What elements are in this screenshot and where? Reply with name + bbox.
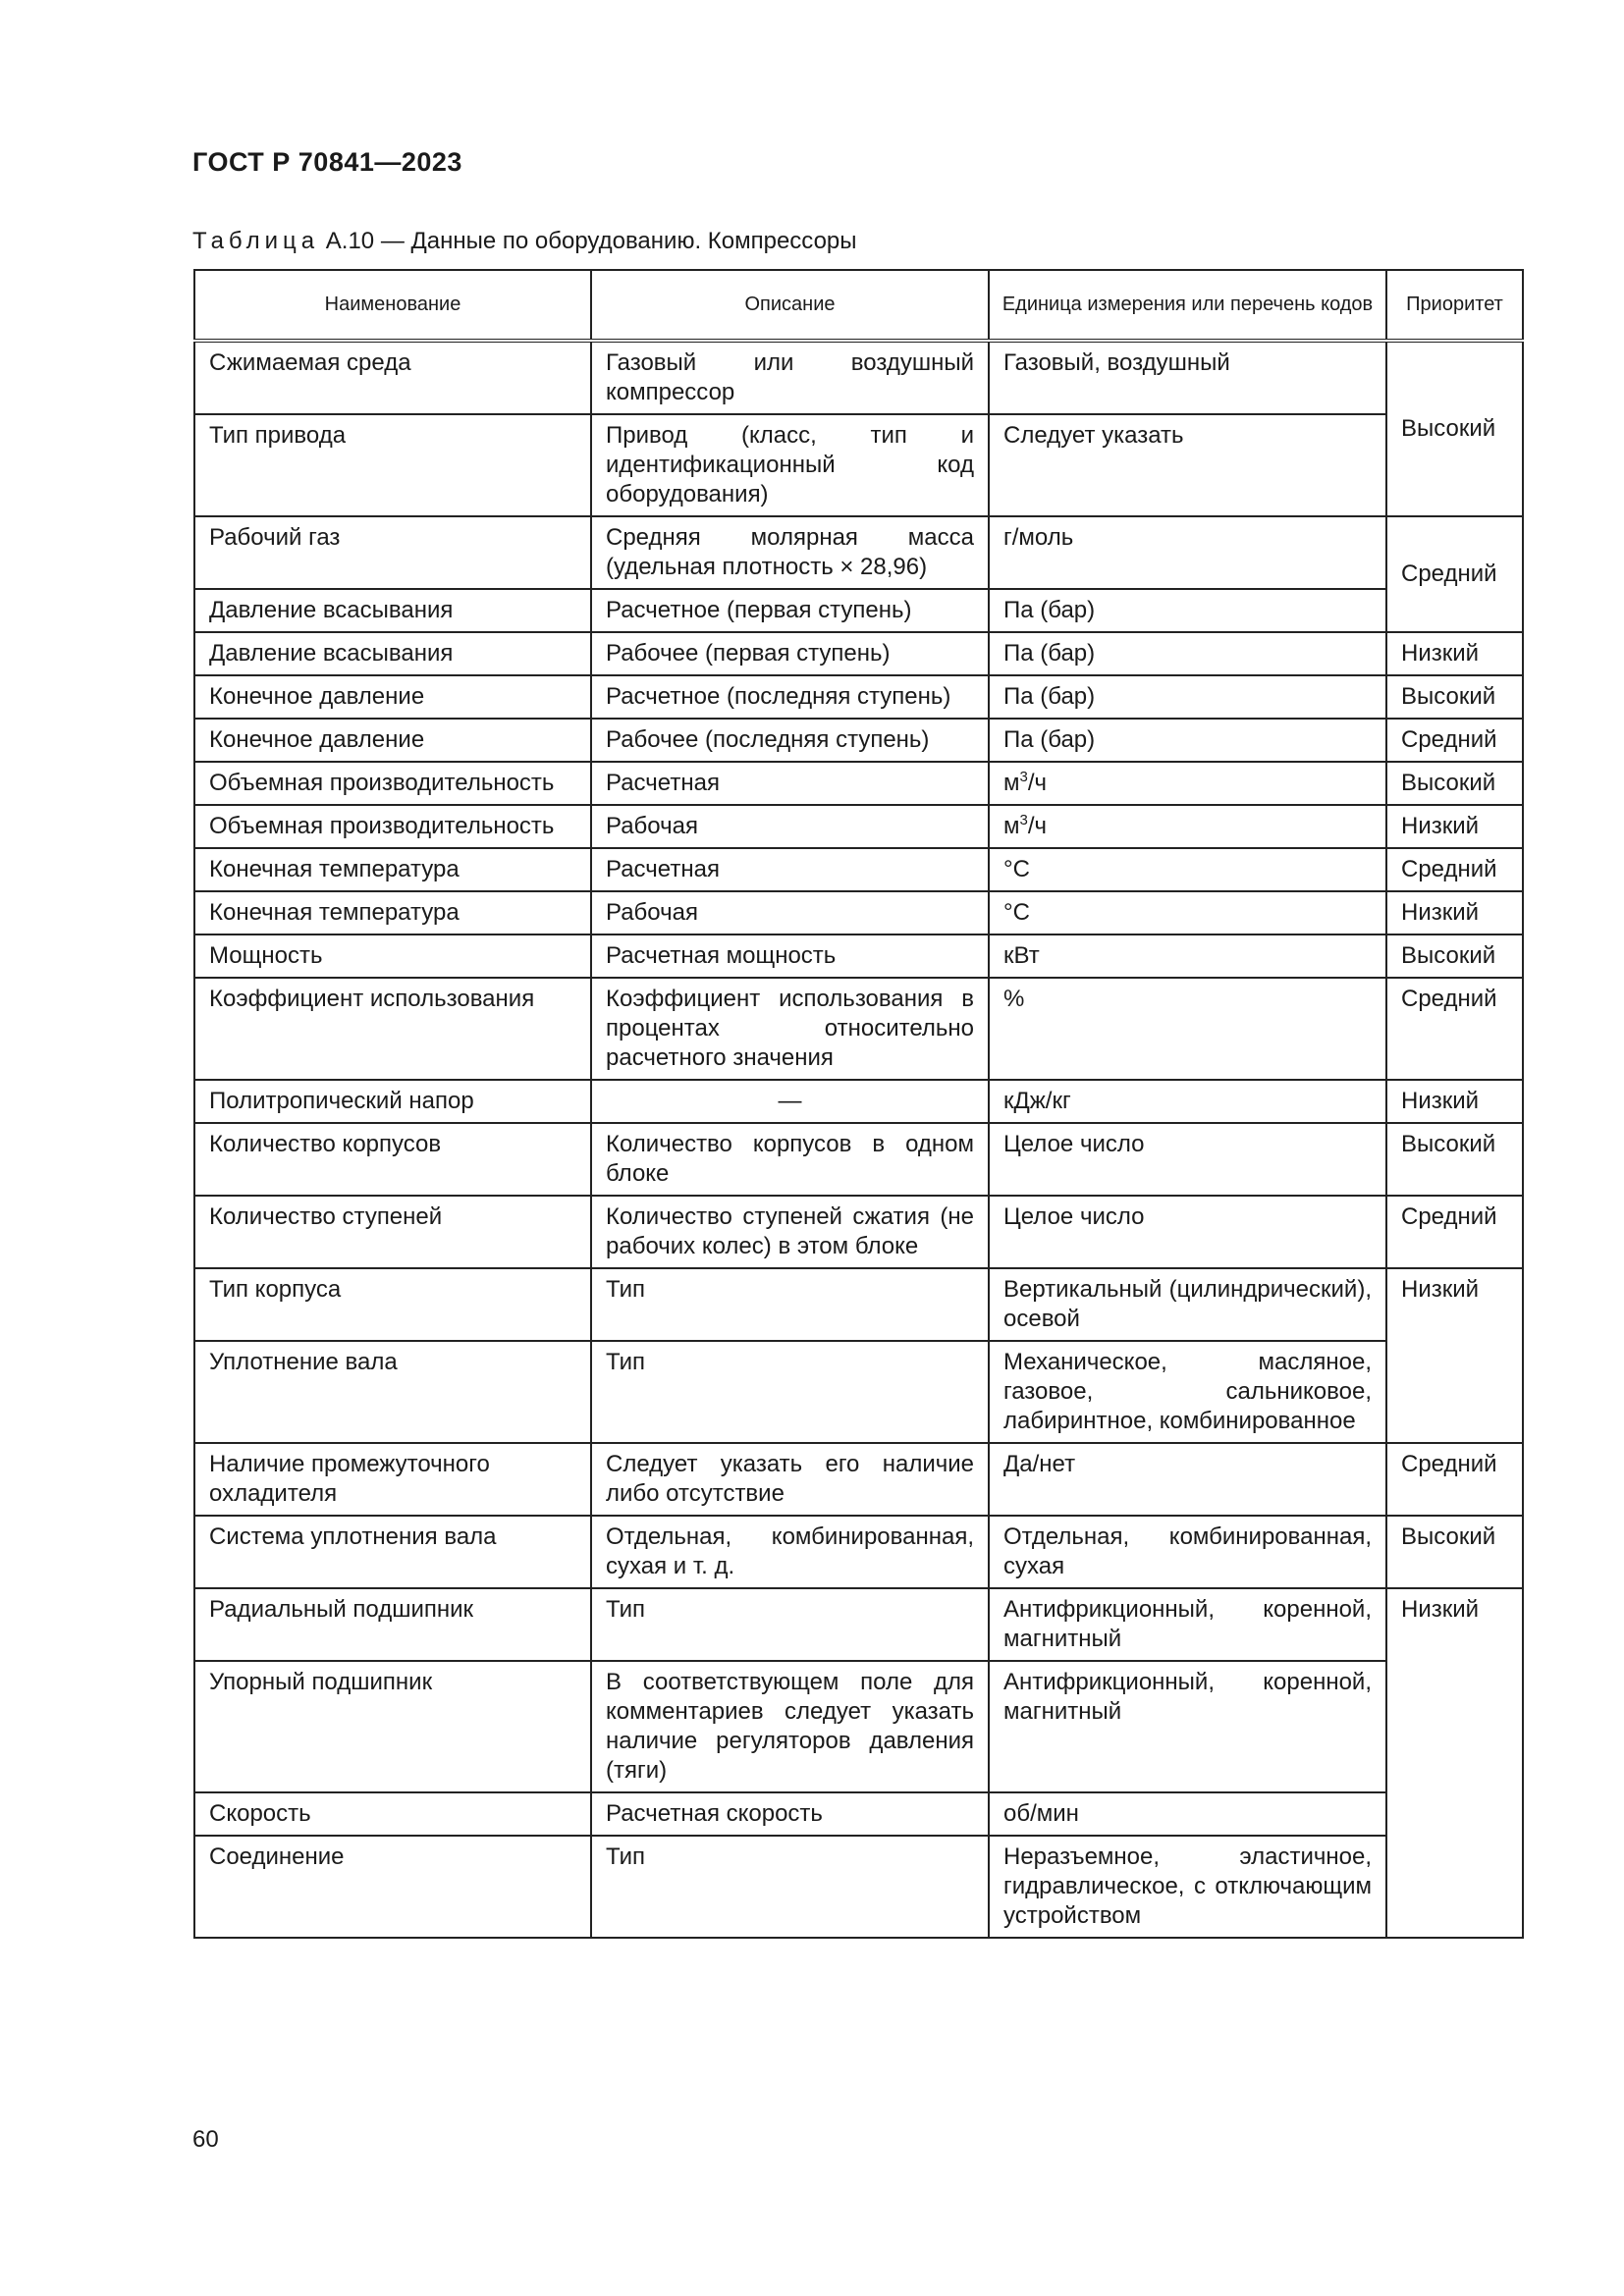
table-row <box>194 1080 1523 1123</box>
cell-name: Тип привода <box>194 414 591 516</box>
cell-description: Расчетное (первая ступень) <box>591 589 989 632</box>
cell-description: Расчетная мощность <box>591 934 989 978</box>
cell-description: Следует указать его наличие либо отсутствие <box>591 1443 989 1516</box>
table-caption-text: А.10 — Данные по оборудованию. Компрессоры <box>325 228 857 254</box>
cell-unit: Неразъемное, эластичное, гидравлическое, с отключающим устройством <box>989 1836 1386 1938</box>
cell-unit: г/моль <box>989 516 1386 589</box>
table-row <box>194 1341 1523 1443</box>
unit-base: м <box>1003 813 1020 839</box>
cell-unit: Антифрикционный, коренной, магнитный <box>989 1661 1386 1792</box>
table-row <box>194 762 1523 805</box>
cell-unit: Целое число <box>989 1123 1386 1196</box>
cell-description: Тип <box>591 1268 989 1341</box>
table-row <box>194 1836 1523 1938</box>
table-row <box>194 1661 1523 1792</box>
cell-description: В соответствующем поле для комментариев следует указать наличие регуляторов давления (тяги) <box>591 1661 989 1792</box>
cell-unit: °С <box>989 891 1386 934</box>
table-row <box>194 934 1523 978</box>
table-row <box>194 848 1523 891</box>
cell-name: Объемная производительность <box>194 805 591 848</box>
unit-tail: /ч <box>1027 770 1048 796</box>
cell-description: Расчетное (последняя ступень) <box>591 675 989 719</box>
cell-description: — <box>591 1080 989 1123</box>
unit-tail: /ч <box>1027 813 1048 839</box>
cell-priority: Высокий <box>1386 1516 1523 1588</box>
cell-description: Рабочая <box>591 805 989 848</box>
cell-priority: Низкий <box>1386 1268 1523 1443</box>
cell-name: Коэффициент использования <box>194 978 591 1080</box>
cell-unit: Па (бар) <box>989 675 1386 719</box>
cell-unit: Па (бар) <box>989 632 1386 675</box>
cell-priority: Высокий <box>1386 934 1523 978</box>
table-caption-label: Таблица <box>192 228 320 254</box>
table-row <box>194 891 1523 934</box>
cell-unit: кВт <box>989 934 1386 978</box>
column-header-name: Наименование <box>194 270 591 341</box>
cell-priority: Средний <box>1386 978 1523 1080</box>
table-row <box>194 1123 1523 1196</box>
cell-unit: % <box>989 978 1386 1080</box>
unit-exponent: 3 <box>1019 769 1028 785</box>
unit-exponent: 3 <box>1019 812 1028 828</box>
cell-unit: Следует указать <box>989 414 1386 516</box>
table-row <box>194 632 1523 675</box>
page-number: 60 <box>192 2126 219 2153</box>
cell-unit: °С <box>989 848 1386 891</box>
cell-priority: Низкий <box>1386 805 1523 848</box>
cell-unit: Газовый, воздушный <box>989 341 1386 414</box>
cell-name: Давление всасывания <box>194 589 591 632</box>
document-header: ГОСТ Р 70841—2023 <box>192 147 462 177</box>
cell-name: Рабочий газ <box>194 516 591 589</box>
cell-name: Мощность <box>194 934 591 978</box>
cell-name: Наличие промежуточного охладителя <box>194 1443 591 1516</box>
cell-description: Количество ступеней сжатия (не рабочих колес) в этом блоке <box>591 1196 989 1268</box>
table-row <box>194 589 1523 632</box>
cell-description: Количество корпусов в одном блоке <box>591 1123 989 1196</box>
cell-name: Уплотнение вала <box>194 1341 591 1443</box>
table-row <box>194 1792 1523 1836</box>
cell-name: Упорный подшипник <box>194 1661 591 1792</box>
cell-name: Количество ступеней <box>194 1196 591 1268</box>
table-row <box>194 516 1523 589</box>
table-row <box>194 805 1523 848</box>
cell-unit: Па (бар) <box>989 719 1386 762</box>
cell-description: Коэффициент использования в процентах относительно расчетного значения <box>591 978 989 1080</box>
cell-unit: кДж/кг <box>989 1080 1386 1123</box>
cell-unit: Да/нет <box>989 1443 1386 1516</box>
cell-description: Рабочее (последняя ступень) <box>591 719 989 762</box>
table-row <box>194 719 1523 762</box>
cell-description: Рабочее (первая ступень) <box>591 632 989 675</box>
column-header-description: Описание <box>591 270 989 341</box>
cell-name: Сжимаемая среда <box>194 341 591 414</box>
cell-unit: Отдельная, комбинированная, сухая <box>989 1516 1386 1588</box>
cell-priority: Низкий <box>1386 632 1523 675</box>
unit-base: м <box>1003 770 1020 796</box>
cell-name: Конечная температура <box>194 848 591 891</box>
table-row <box>194 1268 1523 1341</box>
cell-priority: Высокий <box>1386 762 1523 805</box>
cell-description: Тип <box>591 1341 989 1443</box>
cell-priority: Средний <box>1386 1196 1523 1268</box>
cell-name: Тип корпуса <box>194 1268 591 1341</box>
cell-priority: Высокий <box>1386 675 1523 719</box>
cell-name: Система уплотнения вала <box>194 1516 591 1588</box>
cell-name: Конечное давление <box>194 675 591 719</box>
cell-priority: Высокий <box>1386 341 1523 516</box>
cell-name: Конечная температура <box>194 891 591 934</box>
cell-unit: Целое число <box>989 1196 1386 1268</box>
cell-priority: Средний <box>1386 848 1523 891</box>
cell-priority: Низкий <box>1386 1080 1523 1123</box>
cell-name: Давление всасывания <box>194 632 591 675</box>
equipment-table <box>193 269 1524 1939</box>
column-header-priority: Приоритет <box>1386 270 1523 341</box>
table-row <box>194 1516 1523 1588</box>
cell-name: Конечное давление <box>194 719 591 762</box>
cell-description: Газовый или воздушный компрессор <box>591 341 989 414</box>
cell-unit: Па (бар) <box>989 589 1386 632</box>
cell-priority: Низкий <box>1386 1588 1523 1938</box>
cell-description: Тип <box>591 1836 989 1938</box>
cell-unit <box>989 805 1386 848</box>
cell-priority: Средний <box>1386 516 1523 632</box>
cell-description: Средняя молярная масса (удельная плотность × 28,96) <box>591 516 989 589</box>
column-header-unit: Единица измерения или перечень кодов <box>989 270 1386 341</box>
cell-name: Скорость <box>194 1792 591 1836</box>
cell-description: Расчетная скорость <box>591 1792 989 1836</box>
cell-description: Расчетная <box>591 762 989 805</box>
table-row <box>194 675 1523 719</box>
cell-name: Объемная производительность <box>194 762 591 805</box>
cell-name: Радиальный подшипник <box>194 1588 591 1661</box>
cell-name: Политропический напор <box>194 1080 591 1123</box>
cell-priority: Средний <box>1386 719 1523 762</box>
cell-priority: Высокий <box>1386 1123 1523 1196</box>
table-row <box>194 978 1523 1080</box>
cell-priority: Средний <box>1386 1443 1523 1516</box>
table-row <box>194 414 1523 516</box>
cell-description: Расчетная <box>591 848 989 891</box>
cell-unit: Вертикальный (цилиндрический), осевой <box>989 1268 1386 1341</box>
cell-description: Рабочая <box>591 891 989 934</box>
cell-priority: Низкий <box>1386 891 1523 934</box>
cell-name: Количество корпусов <box>194 1123 591 1196</box>
cell-unit <box>989 762 1386 805</box>
table-header-row <box>194 270 1523 341</box>
table-row <box>194 341 1523 414</box>
cell-unit: Антифрикционный, коренной, магнитный <box>989 1588 1386 1661</box>
cell-description: Тип <box>591 1588 989 1661</box>
cell-unit: об/мин <box>989 1792 1386 1836</box>
cell-description: Отдельная, комбинированная, сухая и т. д. <box>591 1516 989 1588</box>
table-row <box>194 1443 1523 1516</box>
cell-name: Соединение <box>194 1836 591 1938</box>
table-row <box>194 1588 1523 1661</box>
cell-description: Привод (класс, тип и идентификационный код оборудования) <box>591 414 989 516</box>
table-caption <box>192 228 857 255</box>
cell-unit: Механическое, масляное, газовое, сальниковое, лабиринтное, комбинированное <box>989 1341 1386 1443</box>
table-row <box>194 1196 1523 1268</box>
